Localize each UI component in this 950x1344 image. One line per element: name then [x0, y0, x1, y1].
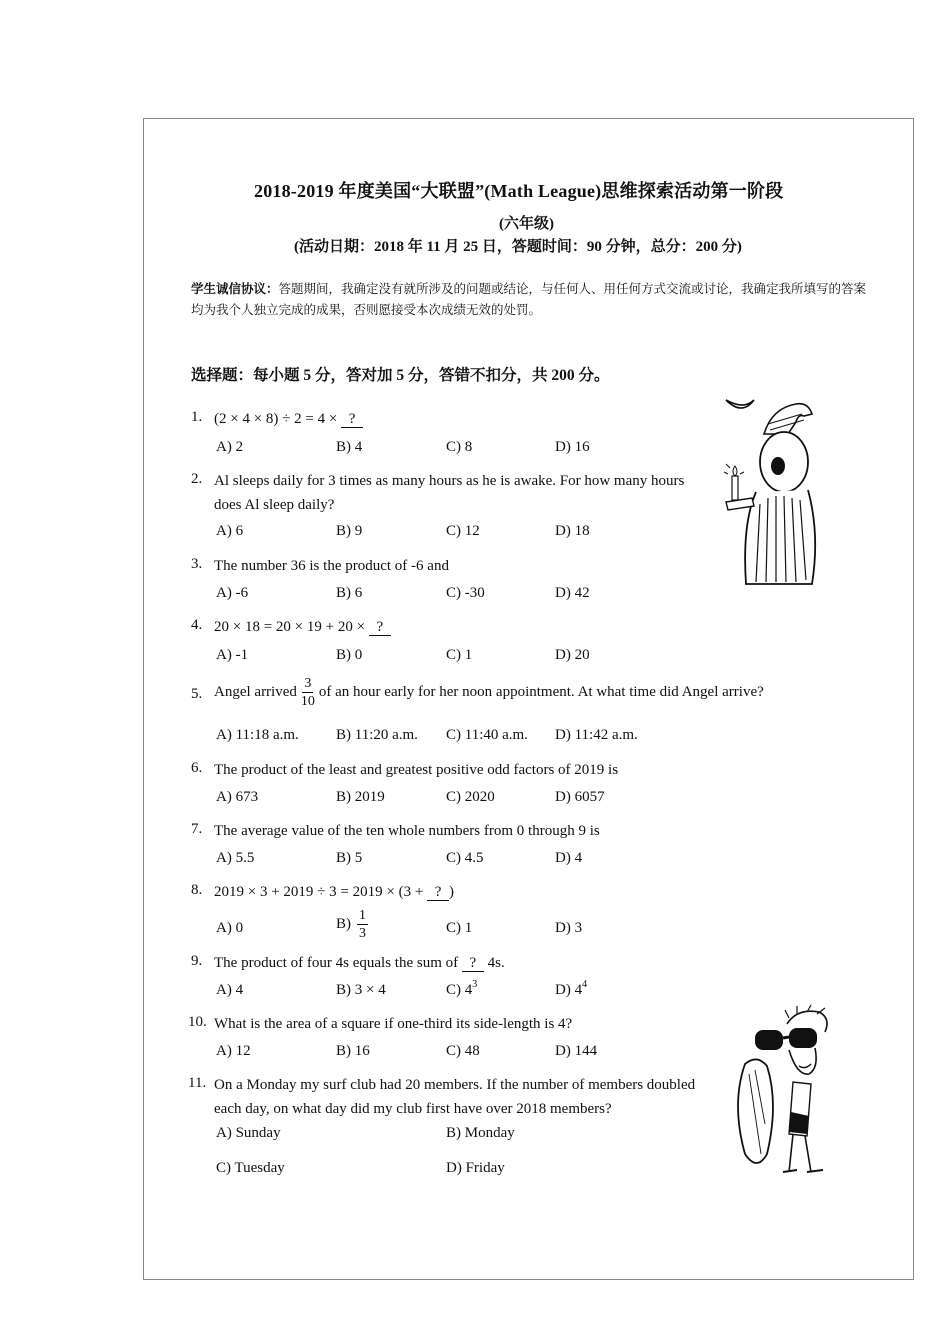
option-b: B) 5 — [336, 850, 363, 866]
option-c: C) 1 — [446, 920, 473, 936]
question-text: Angel arrived $\frac{3}{10}$ of an hour early for her noon appointment. At what time did Angel arrive? — [214, 676, 764, 709]
page-title: 2018-2019 年度美国“大联盟”(Math League)思维探索活动第一阶段 — [254, 181, 784, 201]
option-b: B) 11:20 a.m. — [336, 727, 418, 743]
answer-blank: ? — [462, 955, 484, 972]
option-c: C) -30 — [446, 585, 485, 601]
option-d: D) 20 — [555, 647, 590, 663]
option-b: B) Monday — [446, 1125, 515, 1141]
question-text: (2 × 4 × 8) ÷ 2 = 4 × ? — [214, 407, 363, 431]
exam-page — [143, 118, 914, 1280]
option-a: A) 12 — [216, 1043, 251, 1059]
question-number: 5. — [191, 686, 203, 702]
option-d: D) 4 — [555, 850, 583, 866]
question-text: Al sleeps daily for 3 times as many hours as he is awake. For how many hours does Al sleep daily? — [214, 473, 685, 513]
option-a: A) 11:18 a.m. — [216, 727, 299, 743]
option-b: B) $\frac{1}{3}$ — [336, 908, 366, 941]
option-d: D) 6057 — [555, 789, 605, 805]
option-a: A) Sunday — [216, 1125, 281, 1141]
option-c: C) 48 — [446, 1043, 480, 1059]
option-c: C) Tuesday — [216, 1160, 285, 1176]
question-text: 20 × 18 = 20 × 19 + 20 × ? — [214, 615, 391, 639]
surfer-illustration — [727, 1004, 847, 1179]
question-number: 4. — [191, 617, 203, 633]
answer-blank: ? — [427, 884, 449, 901]
option-c: C) $4^3$ — [446, 979, 478, 998]
question-text: The product of the least and greatest positive odd factors of 2019 is — [214, 762, 619, 778]
question-text: 2019 × 3 + 2019 ÷ 3 = 2019 × (3 + ? ) — [214, 884, 455, 900]
exam-info: (活动日期：2018 年 11 月 25 日，答题时间：90 分钟，总分：200 分) — [294, 239, 742, 255]
question-number: 10. — [188, 1014, 207, 1030]
option-b: B) 9 — [336, 523, 363, 539]
option-c: C) 12 — [446, 523, 480, 539]
sleepy-man-illustration — [712, 394, 842, 599]
option-b: B) 4 — [336, 439, 363, 455]
option-a: A) 0 — [216, 920, 244, 936]
question-text: On a Monday my surf club had 20 members. If the number of members doubled each day, on what day did my club first have over 2018 members? — [214, 1077, 696, 1117]
option-d: D) 3 — [555, 920, 583, 936]
option-b: B) 0 — [336, 647, 363, 663]
question-text: The average value of the ten whole numbers from 0 through 9 is — [214, 823, 600, 839]
option-b: B) 3 × 4 — [336, 982, 386, 998]
option-a: A) 5.5 — [216, 850, 255, 866]
option-c: C) 11:40 a.m. — [446, 727, 528, 743]
question-text: The product of four 4s equals the sum of ? 4s. — [214, 955, 505, 971]
option-a: A) 6 — [216, 523, 244, 539]
question-number: 8. — [191, 882, 203, 898]
honor-text: 答题期间，我确定没有就所涉及的问题或结论，与任何人、用任何方式交流或讨论，我确定我所填写的答案均为我个人独立完成的成果，否则愿接受本次成绩无效的处罚。 — [191, 282, 867, 317]
option-a: A) -1 — [216, 647, 249, 663]
option-d: D) 42 — [555, 585, 590, 601]
question-text: The number 36 is the product of -6 and — [214, 558, 449, 574]
fraction: $\frac{1}{3}$ — [359, 908, 366, 941]
answer-blank: ? — [369, 619, 391, 636]
question-number: 7. — [191, 821, 203, 837]
option-b: B) 6 — [336, 585, 363, 601]
question-text: What is the area of a square if one-third its side-length is 4? — [214, 1016, 573, 1032]
question-number: 1. — [191, 409, 203, 425]
fraction: $\frac{3}{10}$ — [300, 676, 315, 709]
question-number: 9. — [191, 953, 203, 969]
option-a: A) 2 — [216, 439, 244, 455]
option-a: A) -6 — [216, 585, 249, 601]
section-heading: 选择题：每小题 5 分，答对加 5 分，答错不扣分，共 200 分。 — [191, 367, 610, 384]
honor-pledge — [191, 279, 871, 321]
option-d: D) 144 — [555, 1043, 598, 1059]
option-b: B) 16 — [336, 1043, 370, 1059]
question-number: 11. — [188, 1075, 207, 1091]
option-d: D) 11:42 a.m. — [555, 727, 638, 743]
option-a: A) 673 — [216, 789, 259, 805]
option-d: D) Friday — [446, 1160, 505, 1176]
option-d: D) 18 — [555, 523, 590, 539]
question-number: 6. — [191, 760, 203, 776]
option-a: A) 4 — [216, 982, 244, 998]
answer-blank: ? — [341, 411, 363, 428]
grade-label: (六年级) — [499, 216, 554, 232]
option-c: C) 8 — [446, 439, 473, 455]
option-d: D) $4^4$ — [555, 979, 588, 998]
option-c: C) 4.5 — [446, 850, 484, 866]
question-number: 2. — [191, 471, 203, 487]
option-d: D) 16 — [555, 439, 590, 455]
option-b: B) 2019 — [336, 789, 385, 805]
option-c: C) 2020 — [446, 789, 495, 805]
honor-label: 学生诚信协议： — [191, 282, 279, 296]
option-c: C) 1 — [446, 647, 473, 663]
question-number: 3. — [191, 556, 203, 572]
